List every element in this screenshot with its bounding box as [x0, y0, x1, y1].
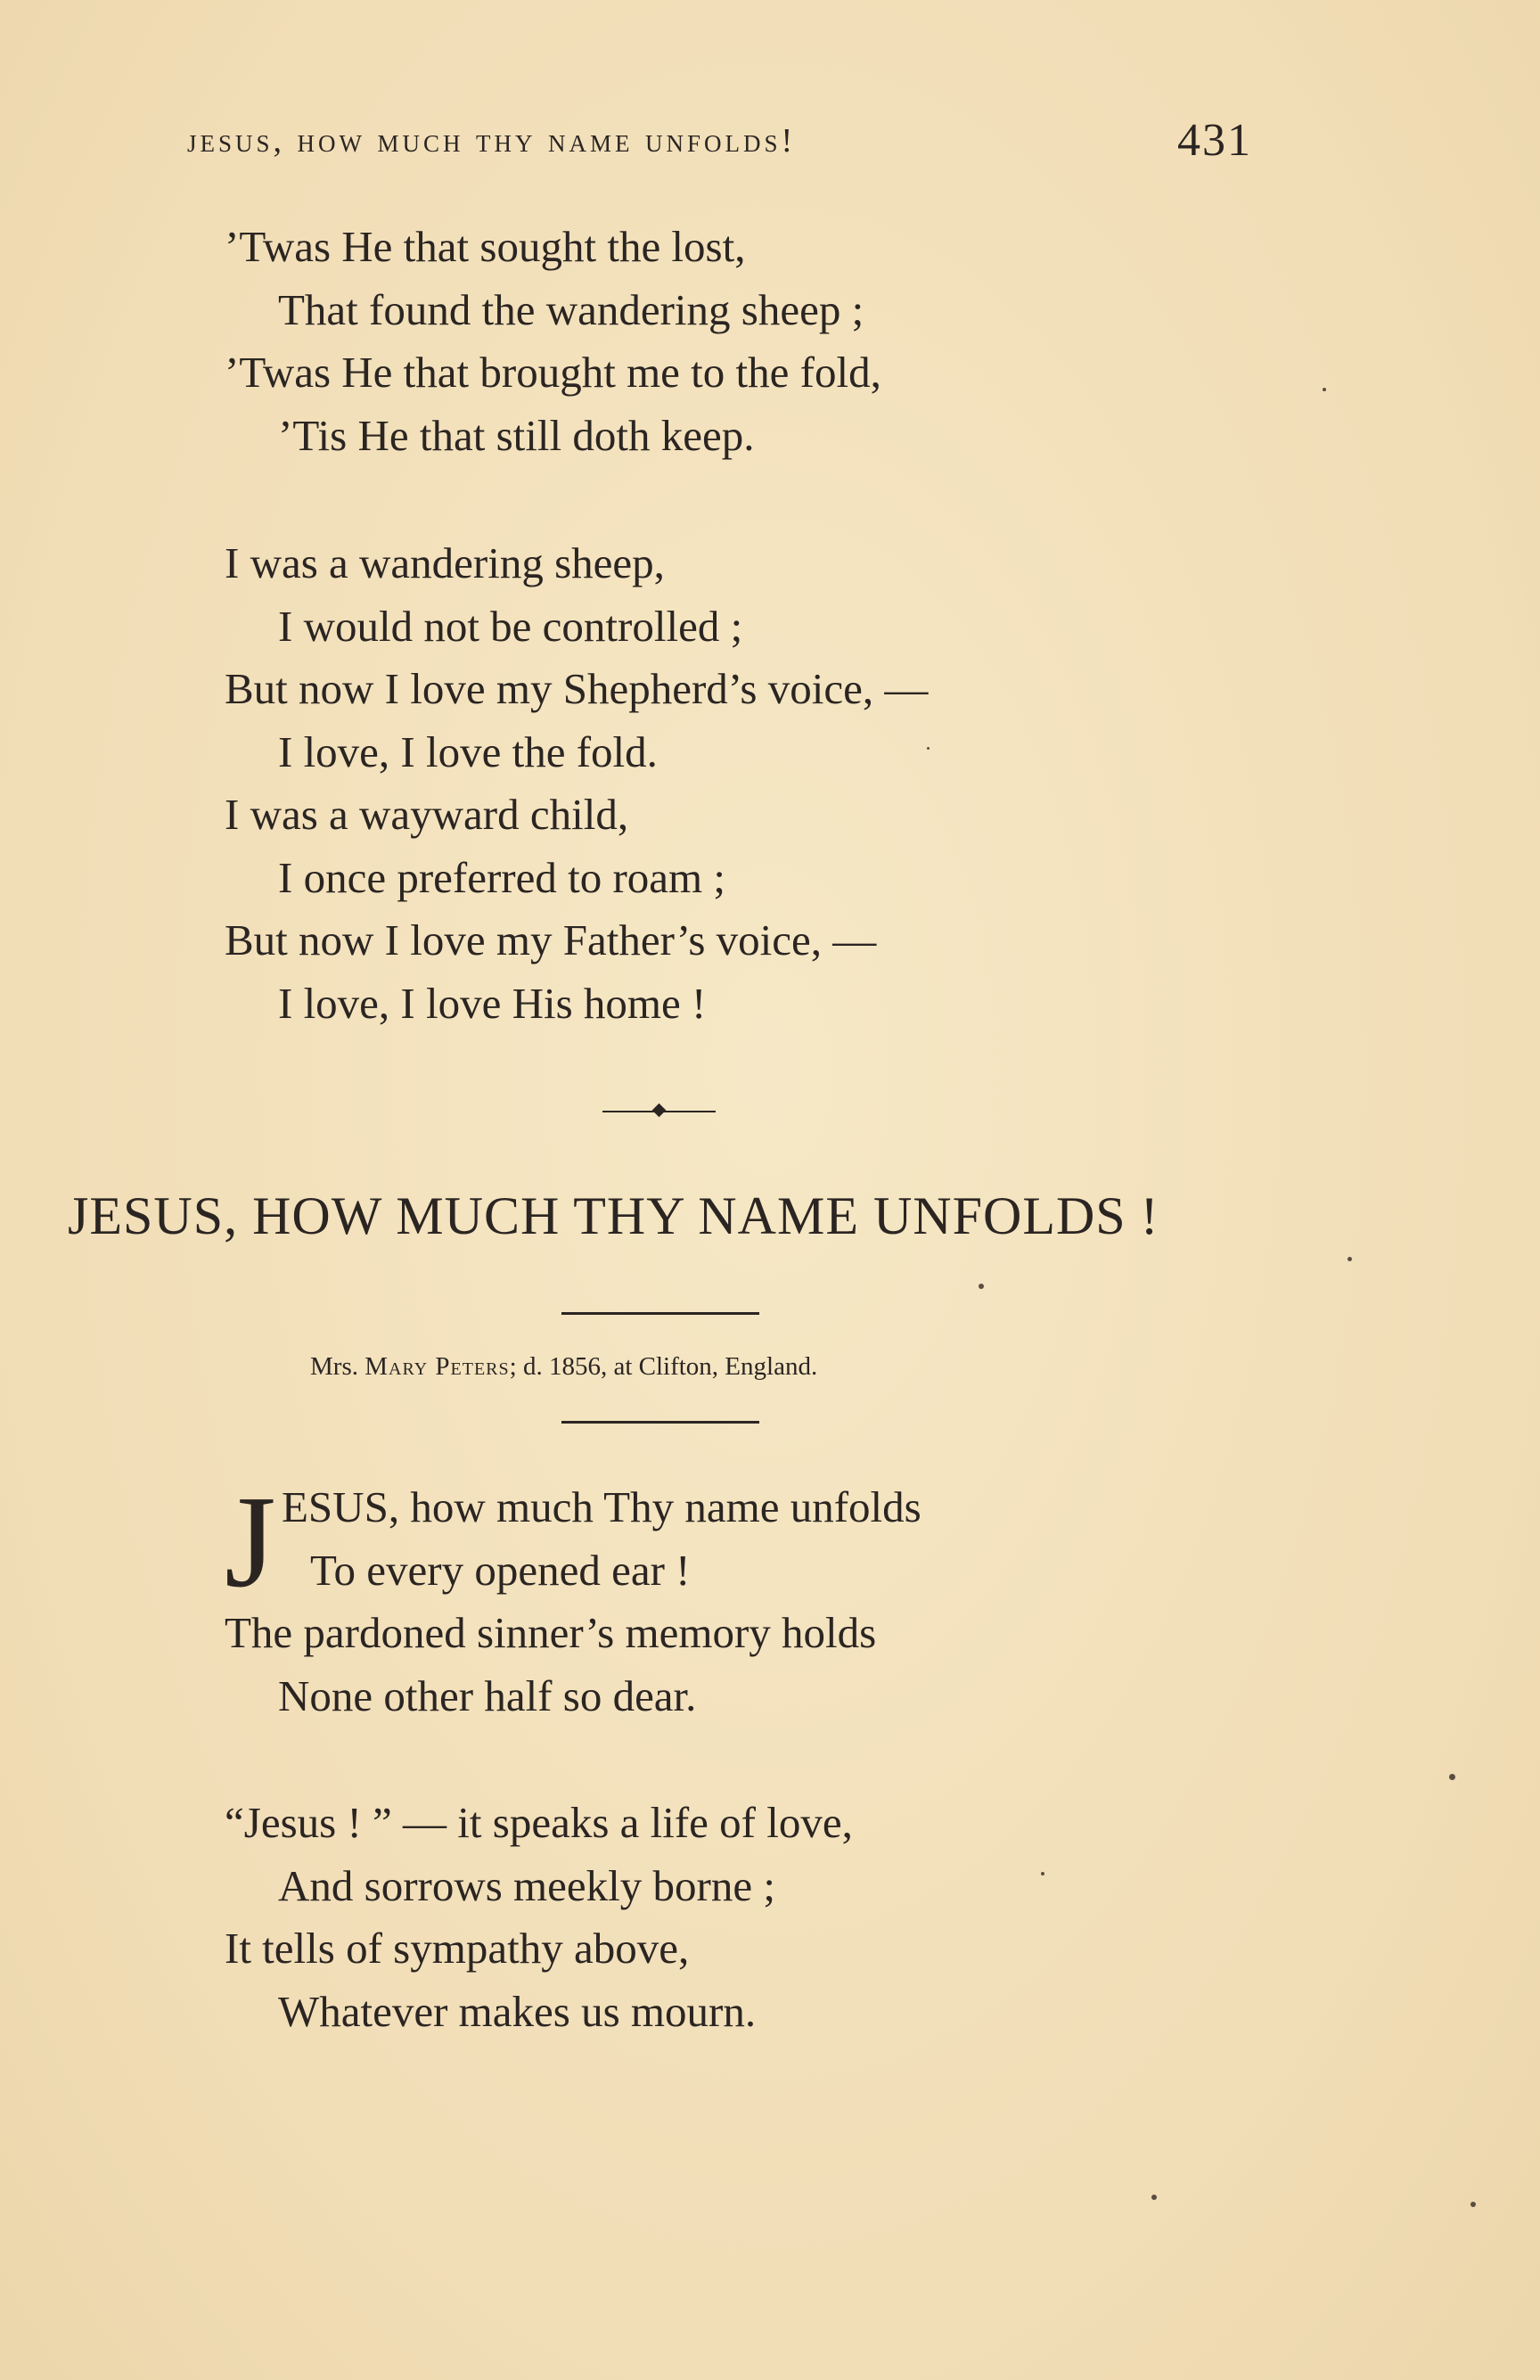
verse-line: I love, I love His home !: [278, 978, 707, 1028]
paper-speck: [1323, 388, 1326, 391]
running-head: [187, 114, 1252, 168]
ornament-rule-right: [664, 1111, 716, 1112]
drop-cap: J: [225, 1469, 276, 1615]
verse-line: But now I love my Father’s voice, —: [225, 915, 877, 964]
stanza-1: [225, 216, 881, 467]
stanza-2: [225, 532, 928, 1035]
verse-line: Whatever makes us mourn.: [278, 1986, 757, 2036]
stanza-3: [225, 1469, 922, 1728]
verse-line: That found the wandering sheep ;: [278, 284, 864, 334]
verse-line: To every opened ear !: [310, 1545, 691, 1595]
paper-speck: [1449, 1774, 1455, 1780]
author-attribution: [310, 1352, 1005, 1382]
title-divider-bottom: [561, 1421, 759, 1424]
verse-line: And sorrows meekly borne ;: [278, 1860, 775, 1910]
paper-speck: [1041, 1872, 1044, 1875]
author-name: Mary Peters: [365, 1352, 510, 1381]
page-number: 431: [1177, 115, 1252, 166]
author-prefix: Mrs.: [310, 1352, 358, 1381]
stanza-4: [225, 1792, 853, 2043]
hymn-title: JESUS, HOW MUCH THY NAME UNFOLDS !: [68, 1186, 1159, 1245]
paper-speck: [927, 747, 930, 750]
verse-line: ESUS, how much Thy name unfolds: [282, 1482, 922, 1531]
verse-line: But now I love my Shepherd’s voice, —: [225, 664, 929, 713]
author-details: ; d. 1856, at Clifton, England.: [509, 1352, 818, 1381]
verse-line: I would not be controlled ;: [278, 601, 743, 651]
title-divider-top: [561, 1312, 759, 1315]
paper-speck: [979, 1284, 984, 1289]
verse-line: The pardoned sinner’s memory holds: [225, 1608, 877, 1657]
verse-line: I once preferred to roam ;: [278, 852, 725, 902]
verse-line: I was a wandering sheep,: [225, 538, 665, 587]
paper-speck: [1470, 2202, 1476, 2207]
verse-line: I love, I love the fold.: [278, 726, 658, 776]
paper-speck: [1151, 2195, 1157, 2200]
ornament-rule-left: [602, 1111, 654, 1112]
verse-line: “Jesus ! ” — it speaks a life of love,: [225, 1798, 853, 1847]
verse-line: ’Tis He that still doth keep.: [278, 410, 755, 460]
verse-line: None other half so dear.: [278, 1670, 697, 1720]
verse-line: I was a wayward child,: [225, 790, 629, 839]
section-ornament: [602, 1098, 718, 1125]
verse-line: ’Twas He that brought me to the fold,: [225, 348, 881, 397]
paper-speck: [1348, 1257, 1352, 1261]
verse-line: It tells of sympathy above,: [225, 1924, 690, 1973]
running-head-title: jesus, how much thy name unfolds!: [187, 122, 797, 160]
verse-line: ’Twas He that sought the lost,: [225, 222, 746, 271]
